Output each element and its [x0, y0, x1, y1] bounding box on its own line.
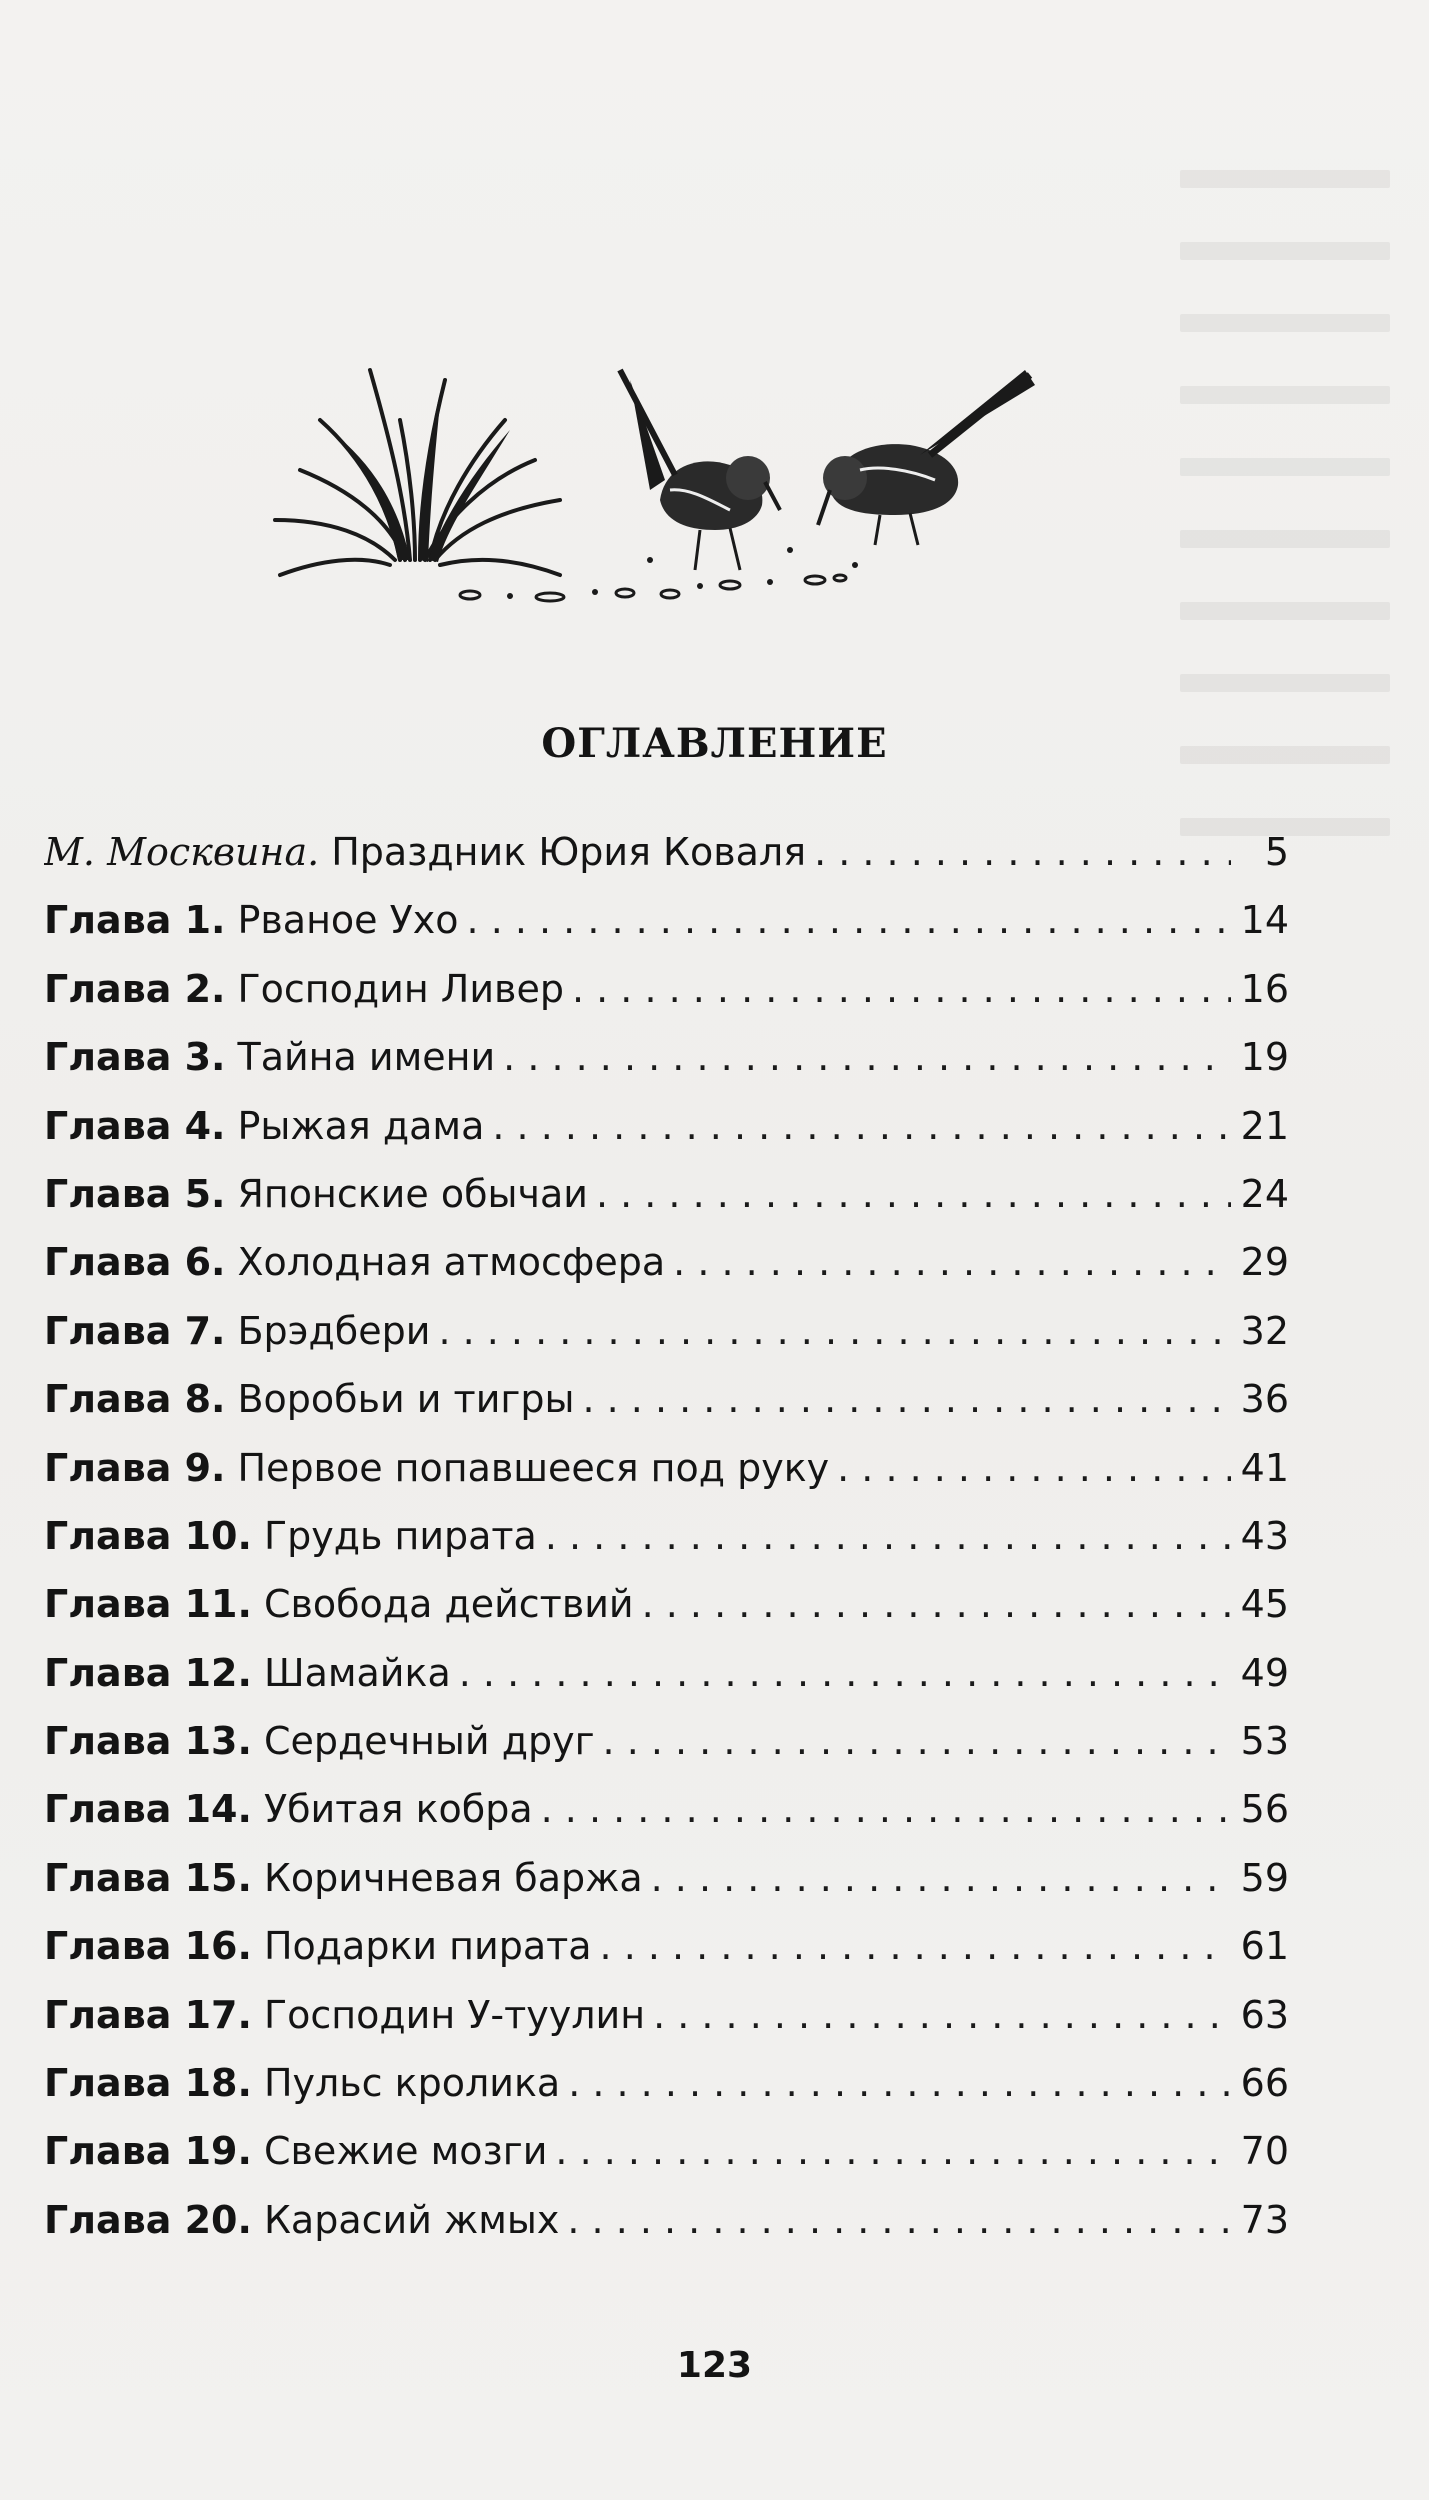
toc-leader-dots [555, 2129, 1231, 2173]
toc-entry-page: 29 [1240, 1240, 1289, 1285]
toc-entry-title: Подарки пирата [263, 1924, 592, 1969]
toc-entry [44, 898, 1289, 966]
toc-entry-label: Глава 18. [44, 2061, 252, 2106]
toc-entry-label: М. Москвина. [44, 830, 320, 874]
toc-leader-dots [459, 1651, 1231, 1695]
toc-entry-title: Рыжая дама [237, 1103, 485, 1148]
toc-leader-dots [642, 1582, 1231, 1626]
toc-entry [44, 1514, 1289, 1582]
toc-entry [44, 1924, 1289, 1992]
toc-entry-title: Грудь пирата [263, 1513, 537, 1558]
toc-entry-title: Тайна имени [237, 1035, 496, 1080]
toc-entry [44, 1240, 1289, 1308]
toc-entry-label: Глава 14. [44, 1787, 252, 1832]
toc-leader-dots [492, 1104, 1231, 1148]
toc-leader-dots [568, 2061, 1231, 2105]
toc-entry [44, 1104, 1289, 1172]
toc-entry-page: 63 [1240, 1992, 1289, 2037]
toc-entry-page: 32 [1240, 1308, 1289, 1353]
toc-entry-page: 73 [1240, 2197, 1289, 2242]
toc-entry-page: 16 [1240, 966, 1289, 1011]
toc-entry-title: Холодная атмосфера [237, 1240, 666, 1285]
toc-entry-title: Брэдбери [237, 1308, 431, 1353]
toc-heading: ОГЛАВЛЕНИЕ [541, 720, 888, 767]
toc-entry [44, 2061, 1289, 2129]
toc-entry [44, 2198, 1289, 2266]
toc-entry-page: 45 [1240, 1582, 1289, 1627]
toc-entry-title: Шамайка [263, 1650, 451, 1695]
toc-entry-page: 59 [1240, 1855, 1289, 1900]
toc-entry-page: 24 [1240, 1171, 1289, 1216]
toc-leader-dots [572, 967, 1231, 1011]
toc-entry-label: Глава 7. [44, 1308, 226, 1353]
toc-leader-dots [651, 1856, 1231, 1900]
toc-entry [44, 1993, 1289, 2061]
toc-entry [44, 1856, 1289, 1924]
toc-entry-title: Свобода действий [263, 1582, 634, 1627]
toc-entry-page: 53 [1240, 1719, 1289, 1764]
toc-entry [44, 1787, 1289, 1855]
toc-entry-page: 14 [1240, 898, 1289, 943]
toc-entry-title: Первое попавшееся под руку [237, 1445, 830, 1490]
toc-leader-dots [467, 898, 1231, 942]
toc-entry-label: Глава 9. [44, 1445, 226, 1490]
table-of-contents [44, 830, 1289, 2266]
toc-entry-label: Глава 16. [44, 1924, 252, 1969]
toc-entry-title: Сердечный друг [263, 1719, 595, 1764]
toc-leader-dots [503, 1035, 1231, 1079]
toc-leader-dots [653, 1993, 1231, 2037]
toc-entry [44, 830, 1289, 898]
toc-entry-label: Глава 10. [44, 1513, 252, 1558]
toc-leader-dots [582, 1377, 1231, 1421]
toc-entry-title: Рваное Ухо [237, 898, 459, 943]
toc-entry-label: Глава 2. [44, 966, 226, 1011]
toc-entry-title: Праздник Юрия Коваля [331, 830, 807, 874]
toc-entry [44, 1377, 1289, 1445]
toc-leader-dots [438, 1309, 1231, 1353]
toc-entry [44, 1172, 1289, 1240]
toc-entry-title: Господин Ливер [237, 966, 564, 1011]
toc-entry-page: 66 [1240, 2061, 1289, 2106]
toc-entry-page: 61 [1240, 1924, 1289, 1969]
toc-entry [44, 1446, 1289, 1514]
toc-entry [44, 1719, 1289, 1787]
toc-leader-dots [814, 830, 1231, 874]
toc-entry [44, 2129, 1289, 2197]
toc-entry-page: 70 [1240, 2129, 1289, 2174]
toc-entry-label: Глава 11. [44, 1582, 252, 1627]
toc-entry-page: 41 [1240, 1445, 1289, 1490]
toc-entry-label: Глава 13. [44, 1719, 252, 1764]
toc-entry-label: Глава 17. [44, 1992, 252, 2037]
toc-entry-label: Глава 12. [44, 1650, 252, 1695]
toc-entry-title: Убитая кобра [263, 1787, 533, 1832]
toc-entry-page: 56 [1240, 1787, 1289, 1832]
toc-entry [44, 1035, 1289, 1103]
toc-entry-page: 43 [1240, 1513, 1289, 1558]
toc-leader-dots [600, 1924, 1231, 1968]
toc-entry-page: 21 [1240, 1103, 1289, 1148]
toc-entry-page: 5 [1264, 830, 1289, 874]
toc-entry-title: Пульс кролика [263, 2061, 561, 2106]
toc-entry-label: Глава 6. [44, 1240, 226, 1285]
toc-leader-dots [596, 1172, 1231, 1216]
toc-entry [44, 1582, 1289, 1650]
toc-leader-dots [541, 1787, 1231, 1831]
toc-entry-page: 19 [1240, 1035, 1289, 1080]
toc-entry [44, 967, 1289, 1035]
toc-leader-dots [837, 1446, 1231, 1490]
toc-entry-title: Японские обычаи [237, 1171, 588, 1216]
toc-leader-dots [603, 1719, 1231, 1763]
toc-leader-dots [545, 1514, 1231, 1558]
toc-entry-label: Глава 1. [44, 898, 226, 943]
toc-entry-page: 36 [1240, 1377, 1289, 1422]
toc-leader-dots [567, 2198, 1231, 2242]
toc-entry-label: Глава 20. [44, 2197, 252, 2242]
grass-and-birds-illustration [270, 360, 1070, 610]
toc-entry-label: Глава 4. [44, 1103, 226, 1148]
toc-entry [44, 1651, 1289, 1719]
toc-entry-title: Воробьи и тигры [237, 1377, 575, 1422]
toc-entry-label: Глава 19. [44, 2129, 252, 2174]
toc-entry-label: Глава 8. [44, 1377, 226, 1422]
toc-leader-dots [673, 1240, 1231, 1284]
toc-entry-label: Глава 3. [44, 1035, 226, 1080]
toc-entry-label: Глава 15. [44, 1855, 252, 1900]
toc-entry-title: Господин У-туулин [263, 1992, 646, 2037]
toc-entry-title: Коричневая баржа [263, 1855, 643, 1900]
toc-entry-page: 49 [1240, 1650, 1289, 1695]
toc-entry-label: Глава 5. [44, 1171, 226, 1216]
toc-entry [44, 1309, 1289, 1377]
page-number: 123 [676, 2345, 753, 2386]
toc-entry-title: Свежие мозги [263, 2129, 548, 2174]
toc-entry-title: Карасий жмых [263, 2197, 560, 2242]
